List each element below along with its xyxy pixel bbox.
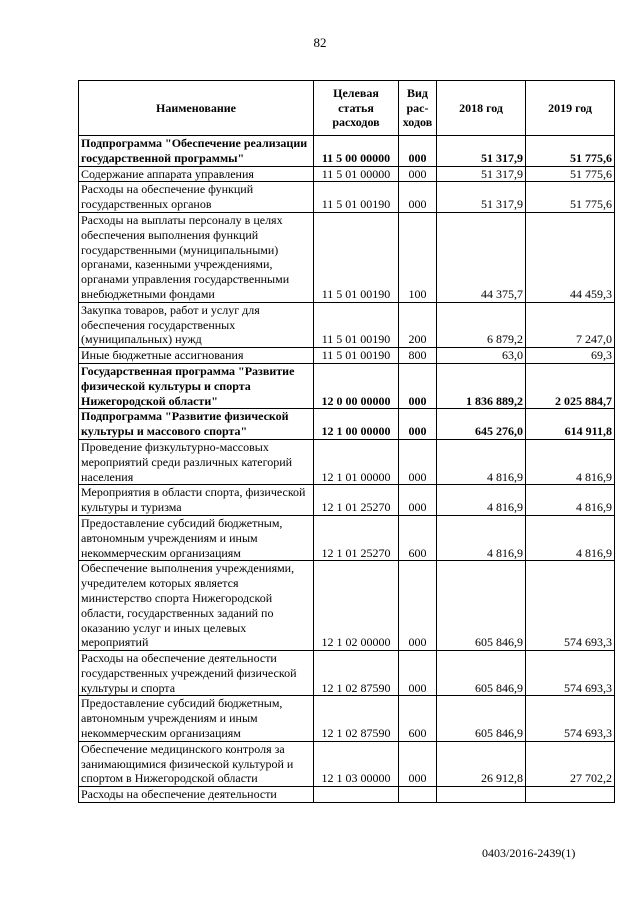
row-name: Закупка товаров, работ и услуг для обеспечения государственных (муниципальных) нужд [79,302,314,347]
row-2018: 4 816,9 [437,485,526,516]
row-type [399,787,437,803]
row-2019: 44 459,3 [526,212,615,302]
row-name: Расходы на обеспечение деятельности государственных учреждений физической культуры и спорта [79,651,314,696]
row-name: Обеспечение медицинского контроля за занимающимися физической культурой и спортом в Нижегородской области [79,741,314,786]
row-2019 [526,787,615,803]
table-row [79,363,615,408]
header-code [314,81,399,136]
row-2018: 26 912,8 [437,741,526,786]
table-row [79,485,615,516]
row-code: 12 1 00 00000 [314,409,399,440]
row-name: Расходы на обеспечение деятельности [79,787,314,803]
table-row [79,409,615,440]
row-code: 12 1 02 87590 [314,696,399,741]
table-row [79,515,615,560]
row-code: 11 5 01 00190 [314,212,399,302]
row-type: 000 [399,439,437,484]
header-name: Наименование [79,81,314,136]
header-type-text: Вид рас-ходов [402,86,433,130]
row-2018: 605 846,9 [437,696,526,741]
row-name: Иные бюджетные ассигнования [79,348,314,364]
row-code: 11 5 01 00190 [314,348,399,364]
row-2019: 574 693,3 [526,561,615,651]
budget-table [78,80,615,803]
row-code: 11 5 00 00000 [314,136,399,167]
row-2018 [437,787,526,803]
row-2019: 51 775,6 [526,166,615,182]
row-type: 000 [399,182,437,213]
table-row [79,651,615,696]
row-name: Расходы на выплаты персоналу в целях обеспечения выполнения функций государственными (муниципальными) органами, казенными учреждениями, органами управления государственными внебюджетными фондами [79,212,314,302]
row-2019: 4 816,9 [526,485,615,516]
row-type: 000 [399,561,437,651]
row-2019: 51 775,6 [526,136,615,167]
table-row [79,787,615,803]
row-name: Содержание аппарата управления [79,166,314,182]
row-2019: 2 025 884,7 [526,363,615,408]
row-name: Подпрограмма "Обеспечение реализации государственной программы" [79,136,314,167]
row-code: 11 5 01 00000 [314,166,399,182]
row-code: 12 0 00 00000 [314,363,399,408]
row-2019: 574 693,3 [526,696,615,741]
row-name: Государственная программа "Развитие физической культуры и спорта Нижегородской области" [79,363,314,408]
header-2018: 2018 год [437,81,526,136]
table-header-row [79,81,615,136]
header-code-text: Целевая статья расходов [332,86,380,130]
table-row [79,348,615,364]
row-2018: 51 317,9 [437,166,526,182]
row-name: Мероприятия в области спорта, физической культуры и туризма [79,485,314,516]
row-type: 000 [399,409,437,440]
row-code: 12 1 01 00000 [314,439,399,484]
table-row [79,439,615,484]
row-2018: 51 317,9 [437,182,526,213]
row-type: 000 [399,363,437,408]
row-2019: 69,3 [526,348,615,364]
row-2018: 51 317,9 [437,136,526,167]
row-2018: 44 375,7 [437,212,526,302]
row-2018: 605 846,9 [437,561,526,651]
row-name: Обеспечение выполнения учреждениями, учредителем которых является министерство спорта Нижегородской области, государственных заданий по оказанию услуг и иных целевых мероприятий [79,561,314,651]
row-2019: 51 775,6 [526,182,615,213]
page-number: 82 [313,35,327,50]
row-type: 000 [399,166,437,182]
table-row [79,166,615,182]
row-2018: 4 816,9 [437,515,526,560]
row-2018: 6 879,2 [437,302,526,347]
row-code [314,787,399,803]
header-type [399,81,437,136]
row-code: 12 1 03 00000 [314,741,399,786]
row-type: 000 [399,136,437,167]
table-row [79,696,615,741]
header-2019: 2019 год [526,81,615,136]
table-row [79,182,615,213]
table-row [79,741,615,786]
row-name: Проведение физкультурно-массовых мероприятий среди различных категорий населения [79,439,314,484]
row-2019: 27 702,2 [526,741,615,786]
row-type: 600 [399,515,437,560]
table-row [79,302,615,347]
document-code: 0403/2016-2439(1) [482,846,576,860]
row-2019: 7 247,0 [526,302,615,347]
row-2018: 645 276,0 [437,409,526,440]
row-type: 000 [399,741,437,786]
row-name: Предоставление субсидий бюджетным, автономным учреждениям и иным некоммерческим организациям [79,696,314,741]
row-code: 12 1 02 00000 [314,561,399,651]
row-type: 600 [399,696,437,741]
row-name: Подпрограмма "Развитие физической культуры и массового спорта" [79,409,314,440]
row-type: 200 [399,302,437,347]
row-2019: 4 816,9 [526,515,615,560]
row-type: 800 [399,348,437,364]
row-type: 000 [399,485,437,516]
row-code: 12 1 02 87590 [314,651,399,696]
table-body [79,136,615,803]
row-code: 11 5 01 00190 [314,182,399,213]
row-type: 100 [399,212,437,302]
table-row [79,136,615,167]
row-2019: 614 911,8 [526,409,615,440]
row-name: Предоставление субсидий бюджетным, автономным учреждениям и иным некоммерческим организациям [79,515,314,560]
row-2018: 4 816,9 [437,439,526,484]
table-row [79,212,615,302]
row-2018: 1 836 889,2 [437,363,526,408]
row-2018: 63,0 [437,348,526,364]
row-type: 000 [399,651,437,696]
row-2019: 4 816,9 [526,439,615,484]
row-code: 12 1 01 25270 [314,515,399,560]
table-row [79,561,615,651]
row-code: 12 1 01 25270 [314,485,399,516]
row-code: 11 5 01 00190 [314,302,399,347]
row-2019: 574 693,3 [526,651,615,696]
row-name: Расходы на обеспечение функций государственных органов [79,182,314,213]
row-2018: 605 846,9 [437,651,526,696]
